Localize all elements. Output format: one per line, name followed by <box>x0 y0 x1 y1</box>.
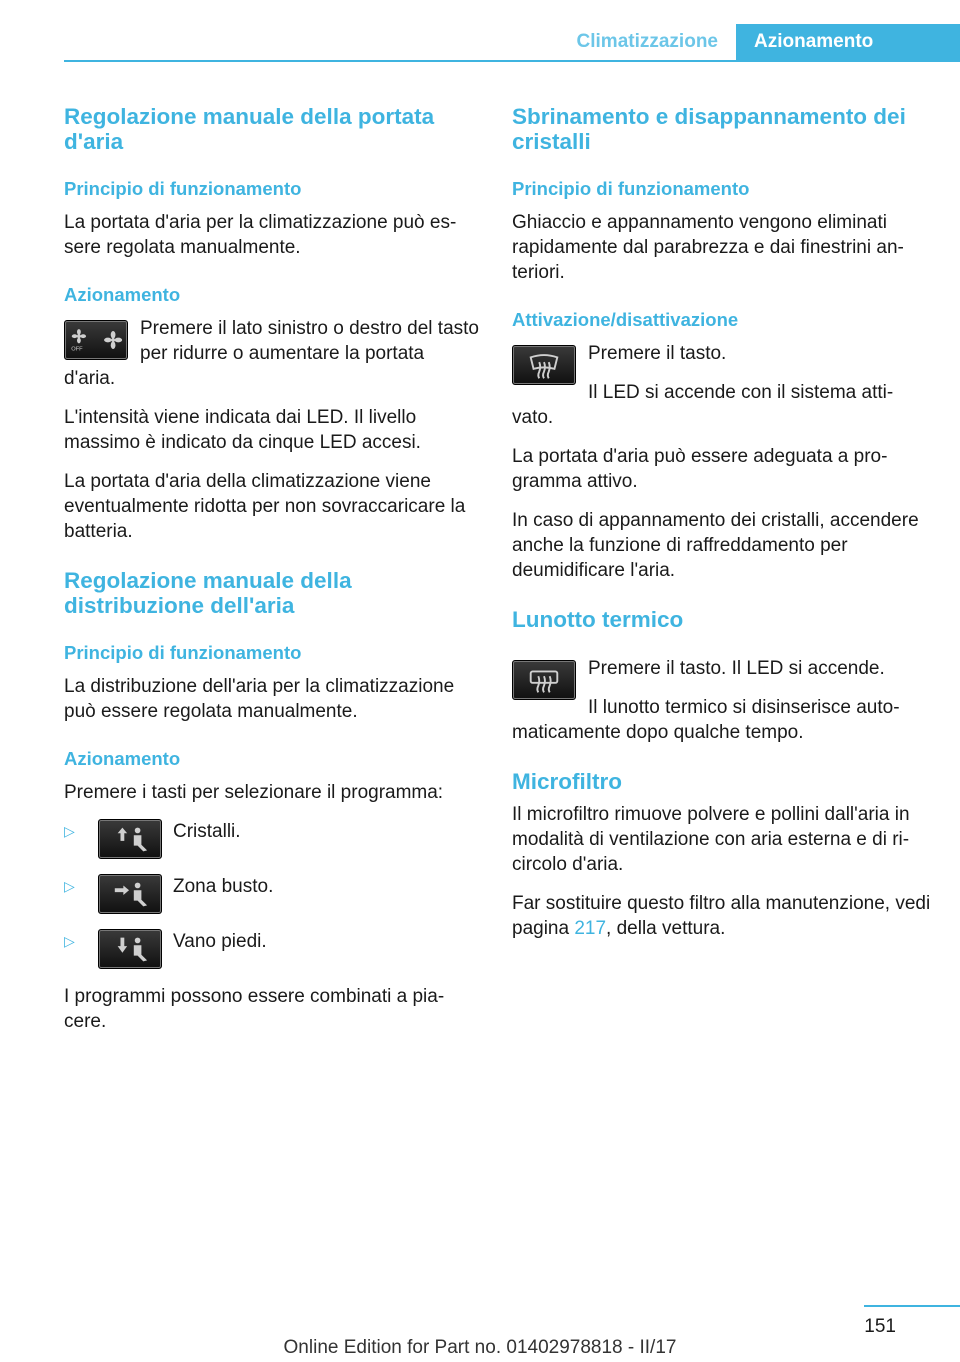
microfilter-service-post: , della vettura. <box>606 918 726 939</box>
heading-defrost: Sbrinamento e disappannamento dei cristalli <box>512 104 906 154</box>
airflow-led-text: L'intensità viene indicata dai LED. Il livello massimo è indicato da cinque LED accesi. <box>64 407 421 453</box>
program-list <box>64 819 480 969</box>
fan-speed-button-icon <box>64 320 128 360</box>
rear-auto-off-text: Il lunotto termico si disinserisce automaticamente dopo qualche tempo. <box>512 697 900 743</box>
defrost-led-text: Il LED si accende con il sistema attivato. <box>512 382 894 428</box>
defrost-airflow-text: La portata d'aria può essere adeguata a programma attivo. <box>512 446 888 492</box>
svg-text:OFF: OFF <box>71 346 83 353</box>
defrost-cooling-text: In caso di appannamento dei cristalli, accendere anche la funzione di raffreddamento per deumidificare l'aria. <box>512 510 919 581</box>
airflow-battery-text: La portata d'aria della climatizzazione viene eventualmente ridotta per non sovraccaricare la batteria. <box>64 471 466 542</box>
subheading-principle-3: Principio di funzionamento <box>512 178 750 199</box>
upper-body-airflow-button-icon <box>98 874 162 914</box>
triangle-bullet-icon: ▷ <box>64 823 75 839</box>
program-label: Cristalli. <box>173 821 241 842</box>
airflow-operation-text: Premere il lato sinistro o destro del tasto per ridurre o aumentare la portata d'aria. <box>64 318 479 389</box>
list-item <box>64 929 480 969</box>
heading-microfilter: Microfiltro <box>512 769 622 794</box>
program-label: Vano piedi. <box>173 931 267 952</box>
triangle-bullet-icon: ▷ <box>64 933 75 949</box>
windshield-airflow-button-icon <box>98 819 162 859</box>
tab-azionamento[interactable]: Azionamento <box>736 24 960 61</box>
footwell-airflow-button-icon <box>98 929 162 969</box>
page-link[interactable]: 217 <box>574 918 607 939</box>
program-label: Zona busto. <box>173 876 274 897</box>
heading-airflow: Regolazione manuale della portata d'aria <box>64 104 435 154</box>
heading-distribution: Regolazione manuale della distribuzione dell'aria <box>64 568 352 618</box>
subheading-principle-2: Principio di funzionamento <box>64 642 302 663</box>
subheading-operation-2: Azionamento <box>64 748 181 769</box>
distribution-combine-text: I programmi possono essere combinati a piacere. <box>64 986 445 1032</box>
rear-window-defrost-button-icon <box>512 660 576 700</box>
distribution-principle-text: La distribuzione dell'aria per la climatizzazione può essere regolata manualmente. <box>64 676 455 722</box>
footer-edition: Online Edition for Part no. 01402978818 - II/17 <box>283 1337 677 1358</box>
distribution-operation-text: Premere i tasti per selezionare il programma: <box>64 782 444 803</box>
airflow-principle-text: La portata d'aria per la climatizzazione può essere regolata manualmente. <box>64 212 457 258</box>
rear-press-text: Premere il tasto. Il LED si accende. <box>588 658 885 679</box>
microfilter-service-text <box>512 891 932 941</box>
subheading-toggle: Attivazione/disattivazione <box>512 309 739 330</box>
heading-rear-window: Lunotto termico <box>512 607 684 632</box>
section-title[interactable]: Climatizzazione <box>576 31 718 52</box>
subheading-principle: Principio di funzionamento <box>64 178 302 199</box>
left-column <box>64 104 480 1048</box>
list-item <box>64 874 480 914</box>
triangle-bullet-icon: ▷ <box>64 878 75 894</box>
header-rule <box>64 60 960 62</box>
defrost-principle-text: Ghiaccio e appannamento vengono eliminati rapidamente dal parabrezza e dai finestrini anteriori. <box>512 212 904 283</box>
defrost-press-text: Premere il tasto. <box>588 343 727 364</box>
subheading-operation: Azionamento <box>64 284 181 305</box>
microfilter-text: Il microfiltro rimuove polvere e pollini dall'aria in modalità di ventilazione con aria esterna e di ricircolo d'aria. <box>512 804 910 875</box>
page-number: 151 <box>864 1316 896 1337</box>
header-tabs <box>577 24 960 61</box>
windshield-defrost-button-icon <box>512 345 576 385</box>
right-column <box>512 104 931 955</box>
list-item <box>64 819 480 859</box>
microfilter-service-pre: Far sostituire questo filtro alla manutenzione, vedi pagina <box>512 893 931 939</box>
page-number-rule <box>864 1305 960 1307</box>
